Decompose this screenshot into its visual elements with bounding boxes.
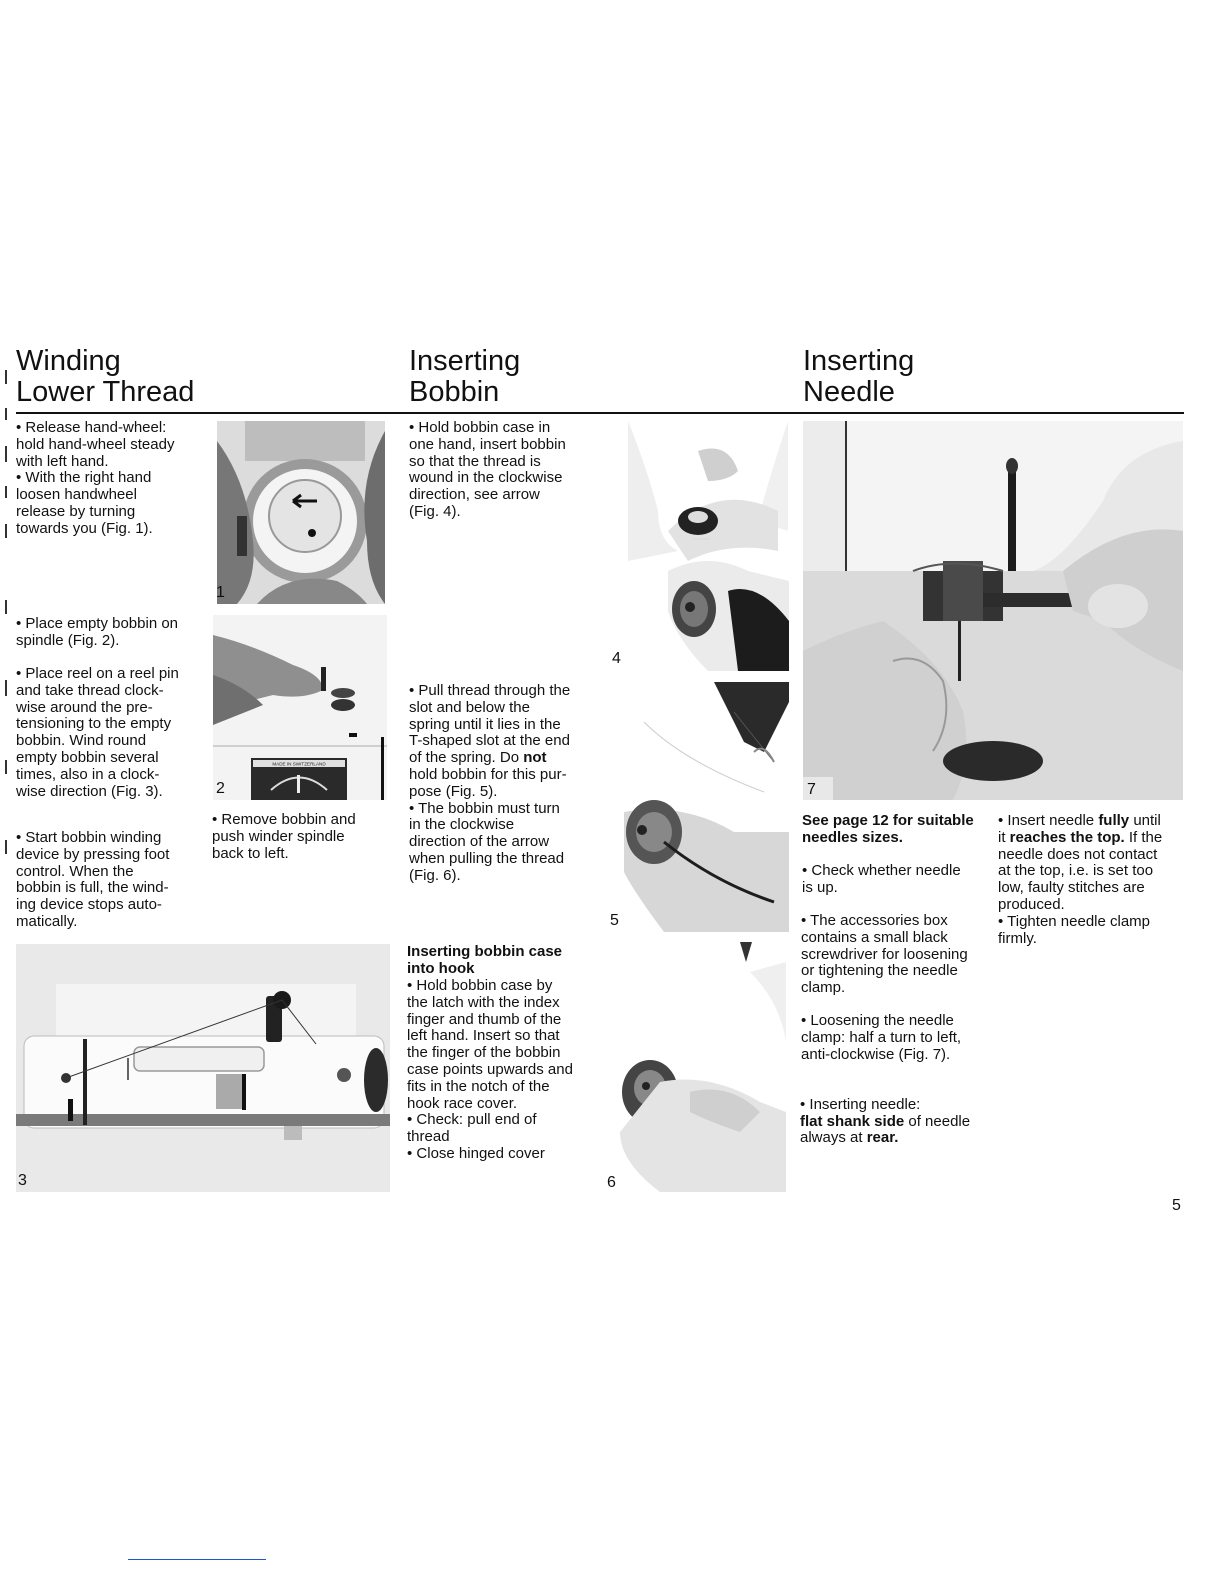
scan-margin-marks <box>5 486 7 498</box>
figure-3-machine-top-photo <box>16 944 390 1192</box>
bobbin-step-pull-thread <box>409 683 599 885</box>
figure-2-winder-photo <box>213 615 387 800</box>
scan-margin-marks <box>5 524 7 538</box>
needle-emphasis-fully: fully <box>1098 812 1130 829</box>
scan-margin-marks <box>5 408 7 420</box>
heading-line: Needle <box>803 376 895 408</box>
needle-step-loosen-clamp: • Loosening the needle clamp: half a turn to left, anti-clockwise (Fig. 7). <box>801 1012 962 1063</box>
figure-4-label: 4 <box>612 650 621 667</box>
heading-winding <box>16 346 194 408</box>
needle-step-insert-needle <box>800 1080 990 1147</box>
scan-margin-marks <box>5 760 7 774</box>
figure-5-label: 5 <box>610 912 619 929</box>
figure-1-label: 1 <box>216 584 225 601</box>
heading-divider <box>16 412 1184 414</box>
needle-emphasis-flat-shank: flat shank side <box>800 1112 905 1130</box>
heading-line: Winding <box>16 345 121 377</box>
bobbin-case-steps: • Hold bobbin case by the latch with the index finger and thumb of the left hand. Insert so that the finger of the bobbin case points upwards and fits in the notch of the hook race cover. • Check: pull end of thread • Close hinged cover <box>407 977 573 1162</box>
winding-step-start-winding: • Start bobbin winding device by pressing foot control. When the bobbin is full, the wind- ing device stops auto- matically. <box>16 829 170 930</box>
heading-inserting-bobbin <box>409 346 520 408</box>
figure-2-plate-text: MADE IN SWITZERLAND <box>272 761 326 767</box>
needle-step-check-up: • Check whether needle is up. <box>802 862 961 896</box>
scan-margin-marks <box>5 840 7 854</box>
figure-6-bobbin-case-insert-photo <box>620 942 786 1192</box>
figure-6-label: 6 <box>607 1174 616 1191</box>
bobbin-step-pull-thread-text-cont: hold bobbin for this pur- pose (Fig. 5). • The bobbin must turn in the clockwise direction of the arrow when pulling the thread (Fig. 6). <box>409 765 567 884</box>
footer-link-underline[interactable] <box>128 1559 266 1560</box>
needle-step-accessories: • The accessories box contains a small black screwdriver for loosening or tightening the needle clamp. <box>801 912 968 997</box>
figure-5-thread-pull-photo <box>624 682 789 932</box>
figure-2-label: 2 <box>216 780 225 797</box>
bobbin-case-subheading: Inserting bobbin case into hook <box>407 943 563 977</box>
winding-step-place-bobbin: • Place empty bobbin on spindle (Fig. 2). <box>16 615 179 649</box>
figure-4-bobbin-case-photo <box>628 421 789 671</box>
winding-step-release-handwheel: • Release hand-wheel: hold hand-wheel steady with left hand. • With the right hand loosen handwheel release by turning towards you (Fig. 1). <box>16 419 175 537</box>
scan-margin-marks <box>5 370 7 384</box>
heading-line: Inserting <box>803 345 915 377</box>
heading-line: Bobbin <box>409 376 500 408</box>
needle-insert-text-b: until it <box>998 812 1161 846</box>
heading-line: Lower Thread <box>16 376 195 408</box>
figure-7-label: 7 <box>807 781 816 798</box>
needle-step-insert-fully <box>998 813 1184 947</box>
needle-step-insert-label: • Inserting needle: <box>800 1095 921 1113</box>
needle-size-reference: See page 12 for suitable needles sizes. <box>802 812 974 846</box>
bobbin-step-emphasis-not: not <box>523 749 547 767</box>
scan-margin-marks <box>5 600 7 614</box>
needle-insert-text-c: If the needle does not contact at the top, i.e. is set too low, faulty stitches are produced. • Tighten needle clamp firmly. <box>998 828 1163 947</box>
needle-emphasis-reaches-top: reaches the top. <box>1009 828 1125 846</box>
heading-inserting-needle <box>803 346 914 408</box>
figure-7-needle-clamp-photo <box>803 421 1183 800</box>
winding-step-remove-bobbin: • Remove bobbin and push winder spindle back to left. <box>212 811 356 862</box>
needle-step-insert-text: of needle always at <box>800 1112 971 1147</box>
needle-emphasis-rear: rear. <box>866 1129 899 1147</box>
figure-1-handwheel-photo <box>217 421 385 604</box>
heading-line: Inserting <box>409 345 521 377</box>
bobbin-step-hold-case: • Hold bobbin case in one hand, insert bobbin so that the thread is wound in the clockwise direction, see arrow (Fig. 4). <box>409 419 566 520</box>
winding-step-place-reel: • Place reel on a reel pin and take thread clock- wise around the pre- tensioning to the empty bobbin. Wind round empty bobbin several times, also in a clock- wise direction (Fig. 3). <box>16 665 179 800</box>
page-number: 5 <box>1172 1197 1181 1214</box>
scan-margin-marks <box>5 680 7 696</box>
scan-margin-marks <box>5 446 7 462</box>
bobbin-step-pull-thread-text: • Pull thread through the slot and below the spring until it lies in the T-shaped slot at the end of the spring. Do <box>409 682 571 767</box>
needle-insert-text-a: • Insert needle <box>998 812 1099 829</box>
figure-3-label: 3 <box>18 1172 27 1189</box>
